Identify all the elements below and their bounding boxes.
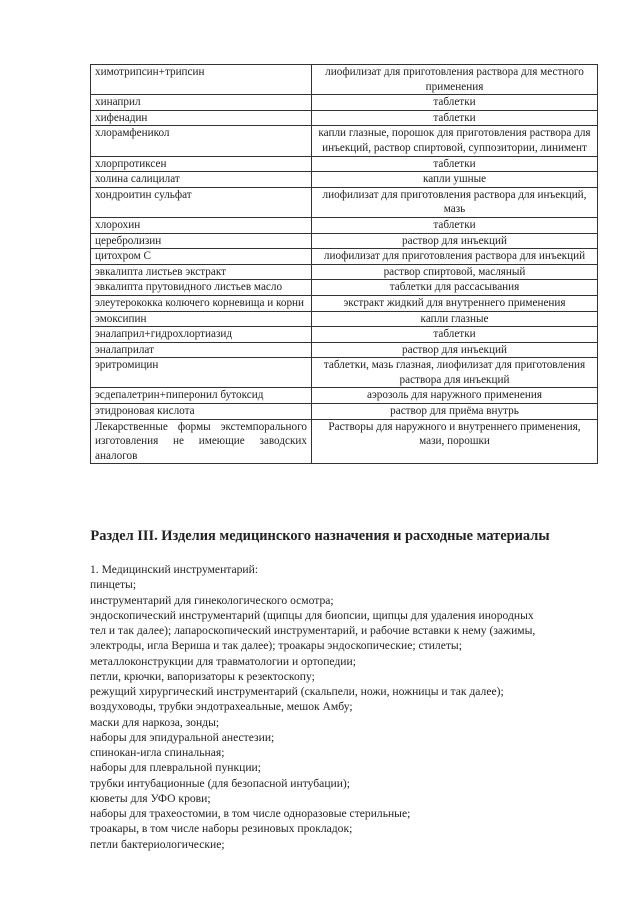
drug-name-cell: хифенадин bbox=[91, 110, 312, 126]
drug-name-cell: эвкалипта листьев экстракт bbox=[91, 264, 312, 280]
drug-name-cell: церебролизин bbox=[91, 233, 312, 249]
dosage-form-cell: таблетки bbox=[312, 327, 598, 343]
drug-name-cell: эналаприл+гидрохлортиазид bbox=[91, 327, 312, 343]
dosage-form-cell: раствор для приёма внутрь bbox=[312, 404, 598, 420]
instruments-list bbox=[90, 562, 600, 852]
table-row bbox=[91, 327, 598, 343]
list-title: 1. Медицинский инструментарий: bbox=[90, 563, 259, 576]
dosage-form-cell: таблетки bbox=[312, 217, 598, 233]
table-row bbox=[91, 342, 598, 358]
list-item: трубки интубационные (для безопасной интубации); bbox=[90, 776, 351, 790]
list-item: кюветы для УФО крови; bbox=[90, 791, 211, 805]
list-item: воздуховоды, трубки эндотрахеальные, мешок Амбу; bbox=[90, 700, 353, 714]
table-row bbox=[91, 110, 598, 126]
drug-name-cell: хинаприл bbox=[91, 95, 312, 111]
table-row bbox=[91, 65, 598, 95]
table-row bbox=[91, 419, 598, 464]
list-lines bbox=[90, 577, 600, 852]
dosage-form-cell: капли глазные, порошок для приготовления раствора для инъекций, раствор спиртовой, суппозитории, линимент bbox=[312, 126, 598, 156]
list-item: тел и так далее); лапароскопический инструментарий, и рабочие вставки к нему (зажимы, bbox=[90, 624, 536, 637]
drug-name-cell: этидроновая кислота bbox=[91, 404, 312, 420]
table-row bbox=[91, 172, 598, 188]
drug-name-cell: хондроитин сульфат bbox=[91, 187, 312, 217]
table-row bbox=[91, 187, 598, 217]
table-row bbox=[91, 95, 598, 111]
list-item: электроды, игла Вериша и так далее); троакары эндоскопические; стилеты; bbox=[90, 639, 462, 653]
dosage-form-cell: лиофилизат для приготовления раствора для инъекций bbox=[312, 249, 598, 265]
list-item: металлоконструкции для травматологии и ортопедии; bbox=[90, 654, 356, 668]
dosage-form-cell: раствор спиртовой, масляный bbox=[312, 264, 598, 280]
section-title: Раздел III. Изделия медицинского назначения и расходные материалы bbox=[90, 528, 550, 544]
drug-name-cell: хлорохин bbox=[91, 217, 312, 233]
table-row bbox=[91, 388, 598, 404]
drug-table-body bbox=[91, 65, 598, 464]
table-row bbox=[91, 217, 598, 233]
drug-name-cell: эмоксипин bbox=[91, 311, 312, 327]
dosage-form-cell: таблетки bbox=[312, 110, 598, 126]
table-row bbox=[91, 404, 598, 420]
list-item: пинцеты; bbox=[90, 578, 137, 592]
drug-name-cell: эритромицин bbox=[91, 358, 312, 388]
list-item: наборы для эпидуральной анестезии; bbox=[90, 730, 275, 744]
dosage-form-cell: таблетки bbox=[312, 95, 598, 111]
table-row bbox=[91, 295, 598, 311]
drug-name-cell: холина салицилат bbox=[91, 172, 312, 188]
list-item: маски для наркоза, зонды; bbox=[90, 715, 220, 729]
list-item: инструментарий для гинекологического осмотра; bbox=[90, 593, 334, 607]
drug-name-cell: хлорпротиксен bbox=[91, 156, 312, 172]
list-item: наборы для плевральной пункции; bbox=[90, 761, 261, 775]
table-row bbox=[91, 126, 598, 156]
dosage-form-cell: таблетки bbox=[312, 156, 598, 172]
drug-name-cell: эсдепалетрин+пиперонил бутоксид bbox=[91, 388, 312, 404]
list-item: режущий хирургический инструментарий (скальпели, ножи, ножницы и так далее); bbox=[90, 685, 504, 698]
table-row bbox=[91, 156, 598, 172]
drug-name-cell: хлорамфеникол bbox=[91, 126, 312, 156]
table-row bbox=[91, 264, 598, 280]
dosage-form-cell: Растворы для наружного и внутреннего применения, мази, порошки bbox=[312, 419, 598, 464]
dosage-form-cell: капли глазные bbox=[312, 311, 598, 327]
drug-name-cell: цитохром С bbox=[91, 249, 312, 265]
drug-name-cell: эналаприлат bbox=[91, 342, 312, 358]
list-item: петли бактериологические; bbox=[90, 837, 225, 851]
table-row bbox=[91, 233, 598, 249]
table-row bbox=[91, 358, 598, 388]
list-item: спинокан-игла спинальная; bbox=[90, 746, 225, 759]
dosage-form-cell: аэрозоль для наружного применения bbox=[312, 388, 598, 404]
dosage-form-cell: лиофилизат для приготовления раствора для местного применения bbox=[312, 65, 598, 95]
list-item: троакары, в том числе наборы резиновых прокладок; bbox=[90, 822, 353, 836]
drug-name-cell: эвкалипта прутовидного листьев масло bbox=[91, 280, 312, 296]
drug-name-cell: Лекарственные формы экстемпорального изготовления не имеющие заводских аналогов bbox=[91, 419, 312, 464]
dosage-form-cell: раствор для инъекций bbox=[312, 233, 598, 249]
dosage-form-cell: таблетки, мазь глазная, лиофилизат для приготовления раствора для инъекций bbox=[312, 358, 598, 388]
dosage-form-cell: экстракт жидкий для внутреннего применения bbox=[312, 295, 598, 311]
table-row bbox=[91, 311, 598, 327]
drug-forms-table bbox=[90, 64, 598, 464]
drug-name-cell: химотрипсин+трипсин bbox=[91, 65, 312, 95]
dosage-form-cell: таблетки для рассасывания bbox=[312, 280, 598, 296]
list-item: эндоскопический инструментарий (щипцы для биопсии, щипцы для удаления инородных bbox=[90, 608, 534, 622]
dosage-form-cell: лиофилизат для приготовления раствора для инъекций, мазь bbox=[312, 187, 598, 217]
drug-name-cell: элеутерококка колючего корневища и корни bbox=[91, 295, 312, 311]
list-item: наборы для трахеостомии, в том числе одноразовые стерильные; bbox=[90, 807, 411, 820]
table-row bbox=[91, 280, 598, 296]
dosage-form-cell: капли ушные bbox=[312, 172, 598, 188]
table-row bbox=[91, 249, 598, 265]
list-item: петли, крючки, вапоризаторы к резектоскопу; bbox=[90, 669, 315, 683]
dosage-form-cell: раствор для инъекций bbox=[312, 342, 598, 358]
